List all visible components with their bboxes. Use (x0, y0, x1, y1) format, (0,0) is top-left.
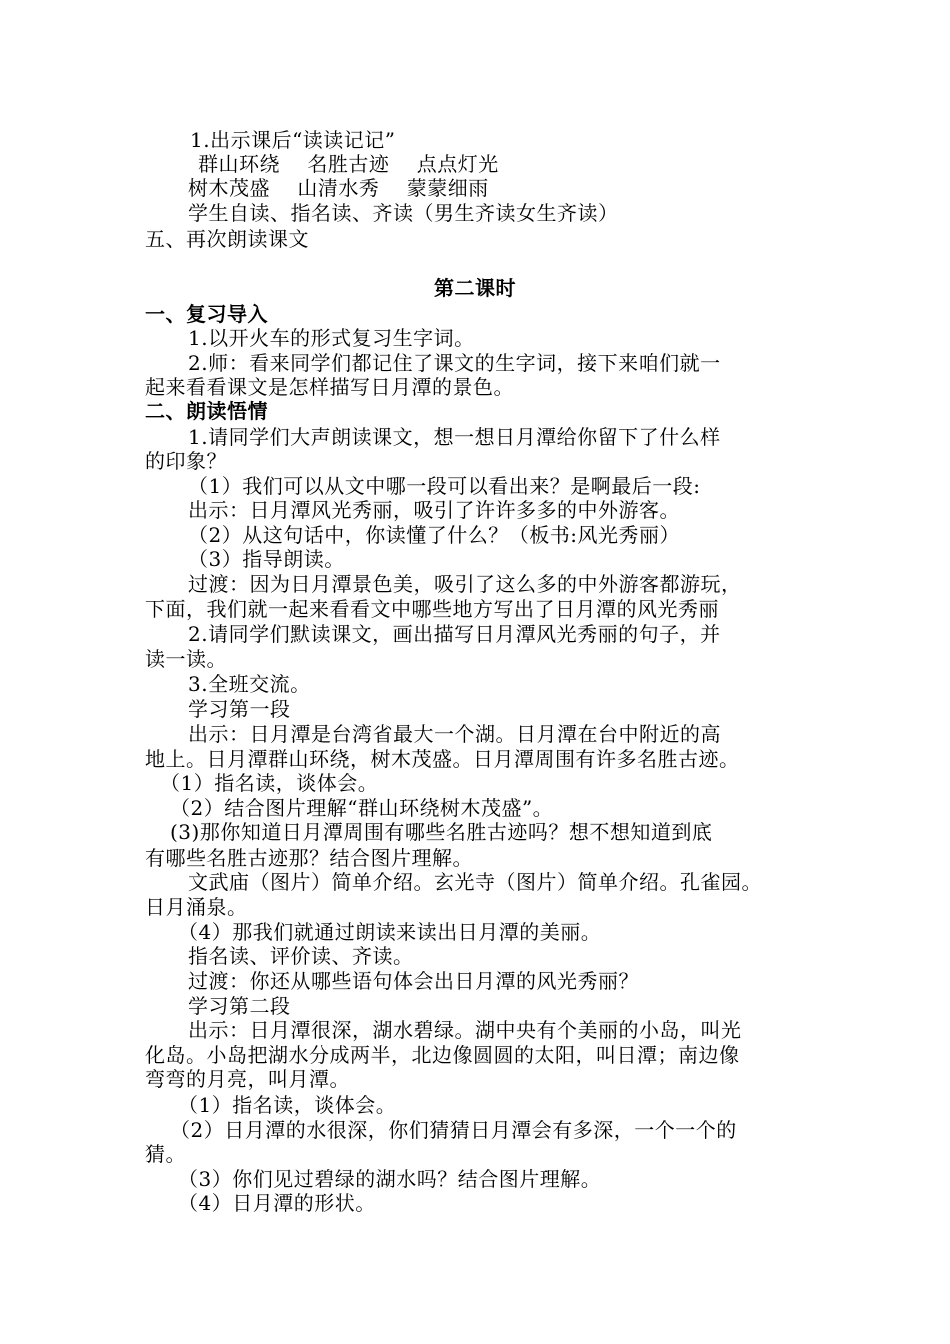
text-line: 1.请同学们大声朗读课文，想一想日月潭给你留下了什么样 (188, 425, 721, 449)
text-line: 学习第二段 (188, 994, 291, 1018)
text-line: 猜。 (145, 1142, 186, 1166)
text-line: （2）结合图片理解“群山环绕树木茂盛”。 (170, 796, 554, 820)
text-line: 文武庙（图片）简单介绍。玄光寺（图片）简单介绍。孔雀园。 (188, 870, 762, 894)
text-line: 1.以开火车的形式复习生字词。 (188, 326, 475, 350)
text-line: （1）指名读，谈体会。 (160, 771, 379, 795)
text-line: 指名读、评价读、齐读。 (188, 944, 414, 968)
text-line: 树木茂盛 山清水秀 蒙蒙细雨 (188, 176, 489, 200)
text-line: （3）你们见过碧绿的湖水吗？结合图片理解。 (178, 1167, 602, 1191)
text-line: 日月涌泉。 (145, 895, 248, 919)
text-line: （1）我们可以从文中哪一段可以看出来？是啊最后一段: (188, 474, 701, 498)
text-line: （2）日月潭的水很深，你们猜猜日月潭会有多深，一个一个的 (170, 1118, 737, 1142)
text-line: （4）日月潭的形状。 (178, 1191, 376, 1215)
text-line: 起来看看课文是怎样描写日月潭的景色。 (145, 375, 514, 399)
text-line: 3.全班交流。 (188, 672, 311, 696)
text-line: 学习第一段 (188, 697, 291, 721)
text-line: 的印象？ (145, 449, 227, 473)
text-line: 读一读。 (145, 647, 227, 671)
text-line: 出示：日月潭是台湾省最大一个湖。日月潭在台中附近的高 (188, 722, 721, 746)
text-line: 出示：日月潭很深，湖水碧绿。湖中央有个美丽的小岛，叫光 (188, 1018, 742, 1042)
text-line: （2）从这句话中，你读懂了什么？（板书:风光秀丽） (188, 523, 680, 547)
text-line: 下面，我们就一起来看看文中哪些地方写出了日月潭的风光秀丽 (145, 597, 719, 621)
lesson-title: 第二课时 (434, 276, 516, 300)
section-heading: 一、复习导入 (145, 302, 268, 326)
section-heading: 五、再次朗读课文 (145, 227, 309, 251)
text-line: （4）那我们就通过朗读来读出日月潭的美丽。 (178, 920, 602, 944)
text-line: 过渡：因为日月潭景色美，吸引了这么多的中外游客都游玩， (188, 572, 742, 596)
section-heading: 二、朗读悟情 (145, 399, 268, 423)
text-line: 过渡：你还从哪些语句体会出日月潭的风光秀丽？ (188, 969, 639, 993)
text-line: 化岛。小岛把湖水分成两半，北边像圆圆的太阳，叫日潭；南边像 (145, 1043, 740, 1067)
text-line: 学生自读、指名读、齐读（男生齐读女生齐读） (188, 201, 619, 225)
text-line: （3）指导朗读。 (188, 547, 345, 571)
text-line: (3)那你知道日月潭周围有哪些名胜古迹吗？想不想知道到底 (170, 820, 713, 844)
text-line: 有哪些名胜古迹那？结合图片理解。 (145, 846, 473, 870)
text-line: （1）指名读，谈体会。 (178, 1093, 397, 1117)
text-line: 地上。日月潭群山环绕，树木茂盛。日月潭周围有许多名胜古迹。 (145, 747, 740, 771)
text-line: 群山环绕 名胜古迹 点点灯光 (198, 152, 499, 176)
text-line: 弯弯的月亮，叫月潭。 (145, 1067, 350, 1091)
text-line: 2.请同学们默读课文，画出描写日月潭风光秀丽的句子，并 (188, 622, 721, 646)
text-line: 出示：日月潭风光秀丽，吸引了许许多多的中外游客。 (188, 498, 680, 522)
text-line: 1.出示课后“读读记记” (190, 128, 396, 152)
text-line: 2.师：看来同学们都记住了课文的生字词，接下来咱们就一 (188, 351, 721, 375)
